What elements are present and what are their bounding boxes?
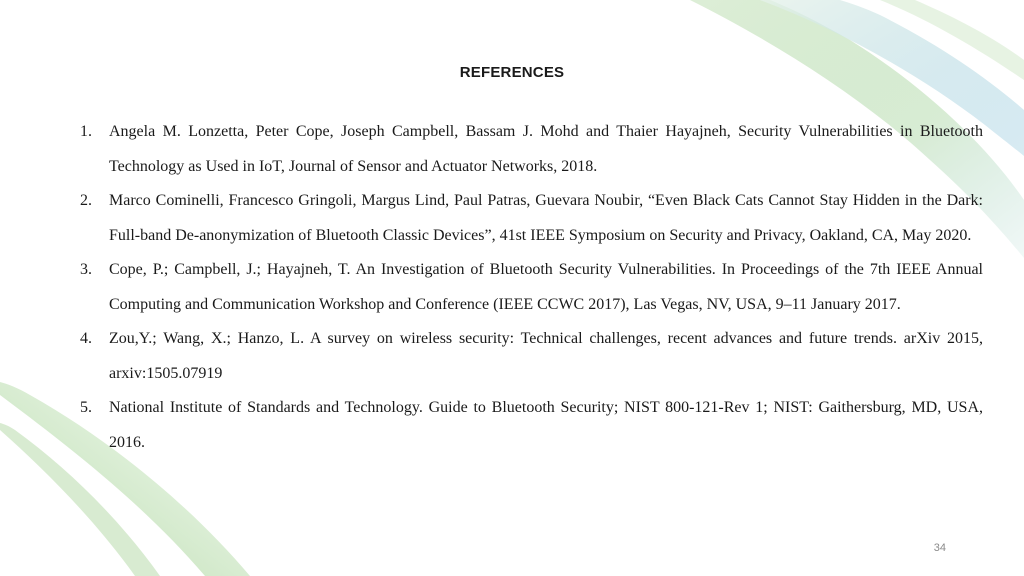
reference-text: National Institute of Standards and Technology. Guide to Bluetooth Security; NIST 800-121-Rev 1; NIST: Gaithersburg, MD, USA, 2016.	[109, 399, 983, 451]
reference-text: Marco Cominelli, Francesco Gringoli, Margus Lind, Paul Patras, Guevara Noubir, “Even Black Cats Cannot Stay Hidden in the Dark: Full-band De-anonymization of Bluetooth Classic Devices”, 41st IEEE Symposium on Security and Privacy, Oakland, CA, May 2020.	[109, 192, 983, 244]
reference-number: 4.	[80, 330, 92, 347]
page-number: 34	[933, 542, 946, 554]
reference-number: 1.	[80, 123, 92, 140]
reference-item	[80, 391, 983, 460]
slide-title: REFERENCES	[459, 64, 565, 81]
reference-list	[80, 115, 983, 460]
reference-text: Cope, P.; Campbell, J.; Hayajneh, T. An Investigation of Bluetooth Security Vulnerabilities. In Proceedings of the 7th IEEE Annual Computing and Communication Workshop and Conference (IEEE CCWC 2017), Las Vegas, NV, USA, 9–11 January 2017.	[109, 261, 983, 313]
reference-item	[80, 253, 983, 322]
reference-text: Zou,Y.; Wang, X.; Hanzo, L. A survey on wireless security: Technical challenges, recent advances and future trends. arXiv 2015, arxiv:1505.07919	[109, 330, 983, 382]
reference-number: 2.	[80, 192, 92, 209]
reference-item	[80, 115, 983, 184]
reference-number: 5.	[80, 399, 92, 416]
reference-text: Angela M. Lonzetta, Peter Cope, Joseph Campbell, Bassam J. Mohd and Thaier Hayajneh, Security Vulnerabilities in Bluetooth Technology as Used in IoT, Journal of Sensor and Actuator Networks, 2018.	[109, 123, 983, 175]
reference-item	[80, 322, 983, 391]
reference-number: 3.	[80, 261, 92, 278]
reference-item	[80, 184, 983, 253]
